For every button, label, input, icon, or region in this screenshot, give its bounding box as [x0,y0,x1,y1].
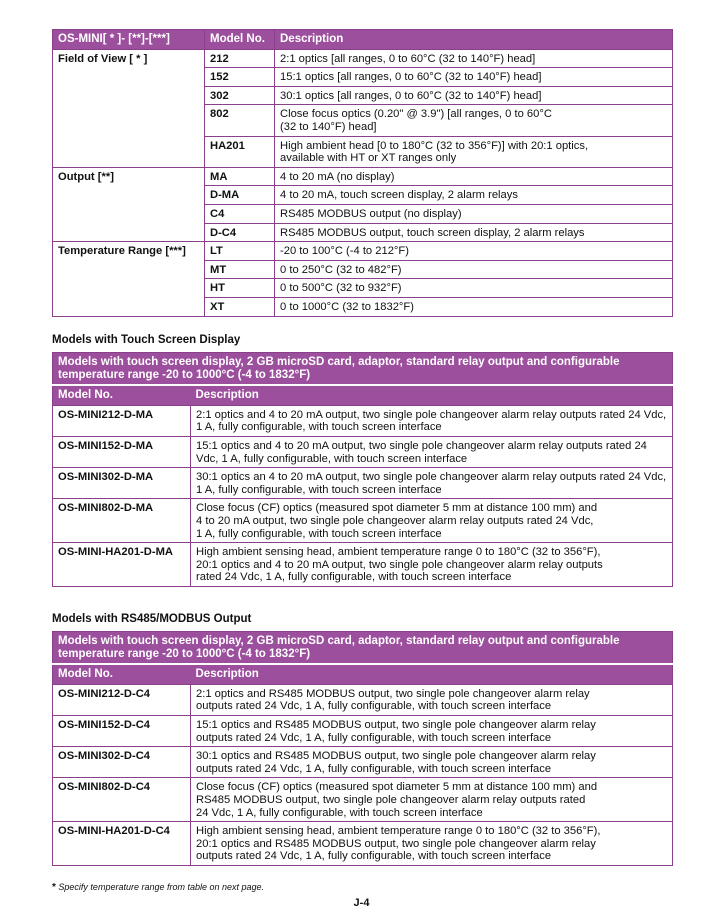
config-description: Close focus optics (0.20" @ 3.9") [all ranges, 0 to 60°C (32 to 140°F) head] [275,105,673,136]
config-description: 15:1 optics [all ranges, 0 to 60°C (32 to 140°F) head] [275,68,673,87]
model-description: High ambient sensing head, ambient temperature range 0 to 180°C (32 to 356°F), 20:1 optics and RS485 MODBUS output, two single pole changeover alarm relay outputs rated 24 Vdc, 1 A, fully configurable, with touch screen interface [191,822,673,866]
config-group-label [53,105,205,136]
model-number: OS-MINI212-D-MA [53,405,191,436]
model-row [53,405,673,436]
footnote-text: Specify temperature range from table on next page. [58,882,265,892]
config-group-label [53,86,205,105]
config-group-label [53,186,205,205]
rs485-col-description: Description [191,664,673,684]
config-description: 0 to 250°C (32 to 482°F) [275,260,673,279]
rs485-banner: Models with touch screen display, 2 GB microSD card, adaptor, standard relay output and configurable temperature range -20 to 1000°C (-4 to 1832°F) [53,632,673,665]
config-code: 802 [205,105,275,136]
model-row [53,468,673,499]
section-title-rs485: Models with RS485/MODBUS Output [52,613,252,625]
model-description: High ambient sensing head, ambient temperature range 0 to 180°C (32 to 356°F), 20:1 optics and 4 to 20 mA output, two single pole changeover alarm relay outputs rated 24 Vdc, 1 A, fully configurable, with touch screen interface [191,543,673,587]
rs485-models-table [52,631,673,866]
config-description: 30:1 optics [all ranges, 0 to 60°C (32 to 140°F) head] [275,86,673,105]
model-description: 15:1 optics and RS485 MODBUS output, two single pole changeover alarm relay outputs rated 24 Vdc, 1 A, fully configurable, with touch screen interface [191,715,673,746]
config-row [53,204,673,223]
config-description: RS485 MODBUS output (no display) [275,204,673,223]
config-description: 4 to 20 mA, touch screen display, 2 alarm relays [275,186,673,205]
config-row [53,49,673,68]
config-group-label [53,260,205,279]
config-description: RS485 MODBUS output, touch screen display, 2 alarm relays [275,223,673,242]
config-row [53,260,673,279]
config-row [53,242,673,261]
model-number: OS-MINI152-D-C4 [53,715,191,746]
config-row [53,186,673,205]
model-description: 2:1 optics and RS485 MODBUS output, two single pole changeover alarm relay outputs rated 24 Vdc, 1 A, fully configurable, with touch screen interface [191,684,673,715]
config-code: 302 [205,86,275,105]
touch-col-model: Model No. [53,385,191,405]
model-number: OS-MINI802-D-MA [53,499,191,543]
rs485-col-model: Model No. [53,664,191,684]
config-group-label: Field of View [ * ] [53,49,205,68]
config-description: 4 to 20 mA (no display) [275,167,673,186]
section-title-touch-screen: Models with Touch Screen Display [52,334,241,346]
config-row [53,297,673,316]
config-group-label: Temperature Range [***] [53,242,205,261]
footnote-mark: * [52,882,56,893]
config-code: D-MA [205,186,275,205]
config-description: 0 to 500°C (32 to 932°F) [275,279,673,298]
config-code: 212 [205,49,275,68]
model-number: OS-MINI302-D-MA [53,468,191,499]
config-row [53,136,673,167]
config-group-label: Output [**] [53,167,205,186]
config-row [53,167,673,186]
config-group-label [53,297,205,316]
config-code: XT [205,297,275,316]
model-description: 30:1 optics and RS485 MODBUS output, two single pole changeover alarm relay outputs rated 24 Vdc, 1 A, fully configurable, with touch screen interface [191,747,673,778]
model-row [53,778,673,822]
config-description: 0 to 1000°C (32 to 1832°F) [275,297,673,316]
config-row [53,68,673,87]
config-row [53,86,673,105]
config-group-label [53,68,205,87]
model-description: 15:1 optics and 4 to 20 mA output, two single pole changeover alarm relay outputs rated 24 Vdc, 1 A, fully configurable, with touch screen interface [191,436,673,467]
model-row [53,436,673,467]
header-model-no: Model No. [205,30,275,50]
header-code-pattern: OS-MINI[ * ]- [**]-[***] [53,30,205,50]
config-table-header [53,30,673,50]
touch-col-description: Description [191,385,673,405]
model-number: OS-MINI802-D-C4 [53,778,191,822]
model-number: OS-MINI-HA201-D-MA [53,543,191,587]
config-code: LT [205,242,275,261]
config-description: High ambient head [0 to 180°C (32 to 356°F)] with 20:1 optics, available with HT or XT ranges only [275,136,673,167]
config-group-label [53,136,205,167]
model-row [53,499,673,543]
model-number: OS-MINI152-D-MA [53,436,191,467]
config-group-label [53,204,205,223]
model-description: Close focus (CF) optics (measured spot diameter 5 mm at distance 100 mm) and 4 to 20 mA output, two single pole changeover alarm relay outputs rated 24 Vdc, 1 A, fully configurable, with touch screen interface [191,499,673,543]
footnote [52,882,264,893]
model-configuration-table [52,29,673,317]
touch-screen-banner: Models with touch screen display, 2 GB microSD card, adaptor, standard relay output and configurable temperature range -20 to 1000°C (-4 to 1832°F) [53,353,673,386]
config-code: HT [205,279,275,298]
model-number: OS-MINI212-D-C4 [53,684,191,715]
model-description: 2:1 optics and 4 to 20 mA output, two single pole changeover alarm relay outputs rated 24 Vdc, 1 A, fully configurable, with touch screen interface [191,405,673,436]
model-row [53,715,673,746]
config-code: HA201 [205,136,275,167]
config-code: D-C4 [205,223,275,242]
config-row [53,223,673,242]
config-code: C4 [205,204,275,223]
model-description: 30:1 optics an 4 to 20 mA output, two single pole changeover alarm relay outputs rated 24 Vdc, 1 A, fully configurable, with touch screen interface [191,468,673,499]
config-row [53,279,673,298]
config-group-label [53,223,205,242]
config-row [53,105,673,136]
config-code: MA [205,167,275,186]
config-code: MT [205,260,275,279]
model-number: OS-MINI302-D-C4 [53,747,191,778]
model-row [53,684,673,715]
model-number: OS-MINI-HA201-D-C4 [53,822,191,866]
config-description: 2:1 optics [all ranges, 0 to 60°C (32 to 140°F) head] [275,49,673,68]
model-description: Close focus (CF) optics (measured spot diameter 5 mm at distance 100 mm) and RS485 MODBUS output, two single pole changeover alarm relay outputs rated 24 Vdc, 1 A, fully configurable, with touch screen interface [191,778,673,822]
config-code: 152 [205,68,275,87]
config-group-label [53,279,205,298]
model-row [53,822,673,866]
model-row [53,543,673,587]
touch-screen-models-table [52,352,673,587]
page-number: J-4 [353,897,370,909]
config-description: -20 to 100°C (-4 to 212°F) [275,242,673,261]
model-row [53,747,673,778]
header-description: Description [275,30,673,50]
